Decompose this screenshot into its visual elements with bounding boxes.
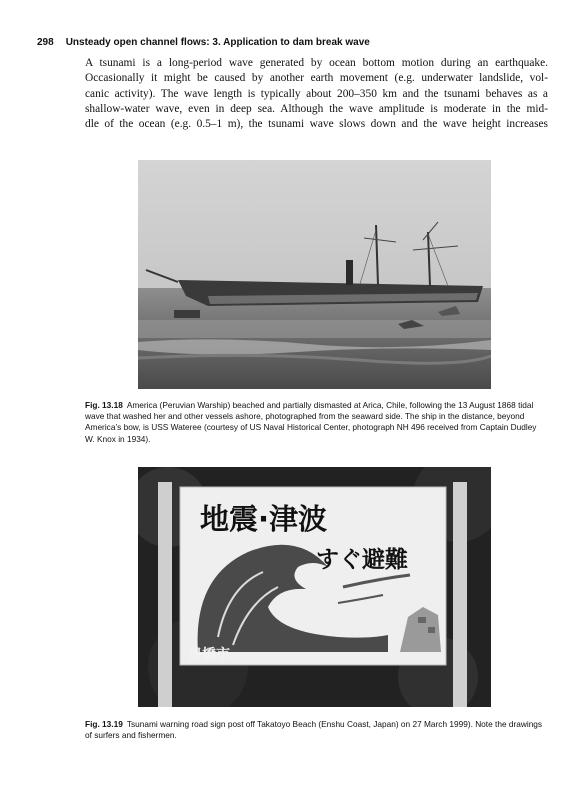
body-line: shallow-water wave, even in deep sea. Although the wave amplitude is moderate in the mid- [85,102,548,115]
figure-label: Fig. 13.18 [85,400,123,410]
body-line: Occasionally it might be caused by another earth movement (e.g. underwater landslide, vol- [85,72,548,85]
figure-tsunami-sign-photo [138,467,491,707]
sign-city: 豊橋市 [188,647,230,663]
figure-caption-13-18 [85,400,548,445]
sign-heading: 地震·津波 [200,502,328,536]
running-title: Unsteady open channel flows: 3. Application to dam break wave [65,37,370,48]
body-line: A tsunami is a long-period wave generated by ocean bottom motion during an earthquake. [85,57,548,69]
body-paragraph [85,56,548,132]
page-number: 298 [37,37,54,48]
sign-subheading: すぐ避難 [316,547,408,573]
figure-caption-13-19 [85,719,548,741]
tsunami-sign-illustration [138,467,491,707]
figure-warship-photo [138,160,491,389]
body-line: dle of the ocean (e.g. 0.5–1 m), the tsunami wave slows down and the wave height increases [85,118,548,131]
figure-label: Fig. 13.19 [85,719,123,729]
body-line: canic activity). The wave length is typically about 200–350 km and the tsunami behaves as a [85,87,548,100]
caption-text: America (Peruvian Warship) beached and partially dismasted at Arica, Chile, following the 13 August 1868 tidal wave that washed her and other vessels ashore, photographed from the seaward side. The ship in the distance, beyond America’s bow, is USS Wateree (courtesy of US Naval Historical Center, photograph NH 496 received from Captain Dudley W. Knox in 1934). [85,400,537,444]
caption-text: Tsunami warning road sign post off Takatoyo Beach (Enshu Coast, Japan) on 27 March 1999). Note the drawings of surfers and fishermen. [85,719,543,741]
warship-photo-illustration [138,160,491,389]
running-head [37,37,547,48]
